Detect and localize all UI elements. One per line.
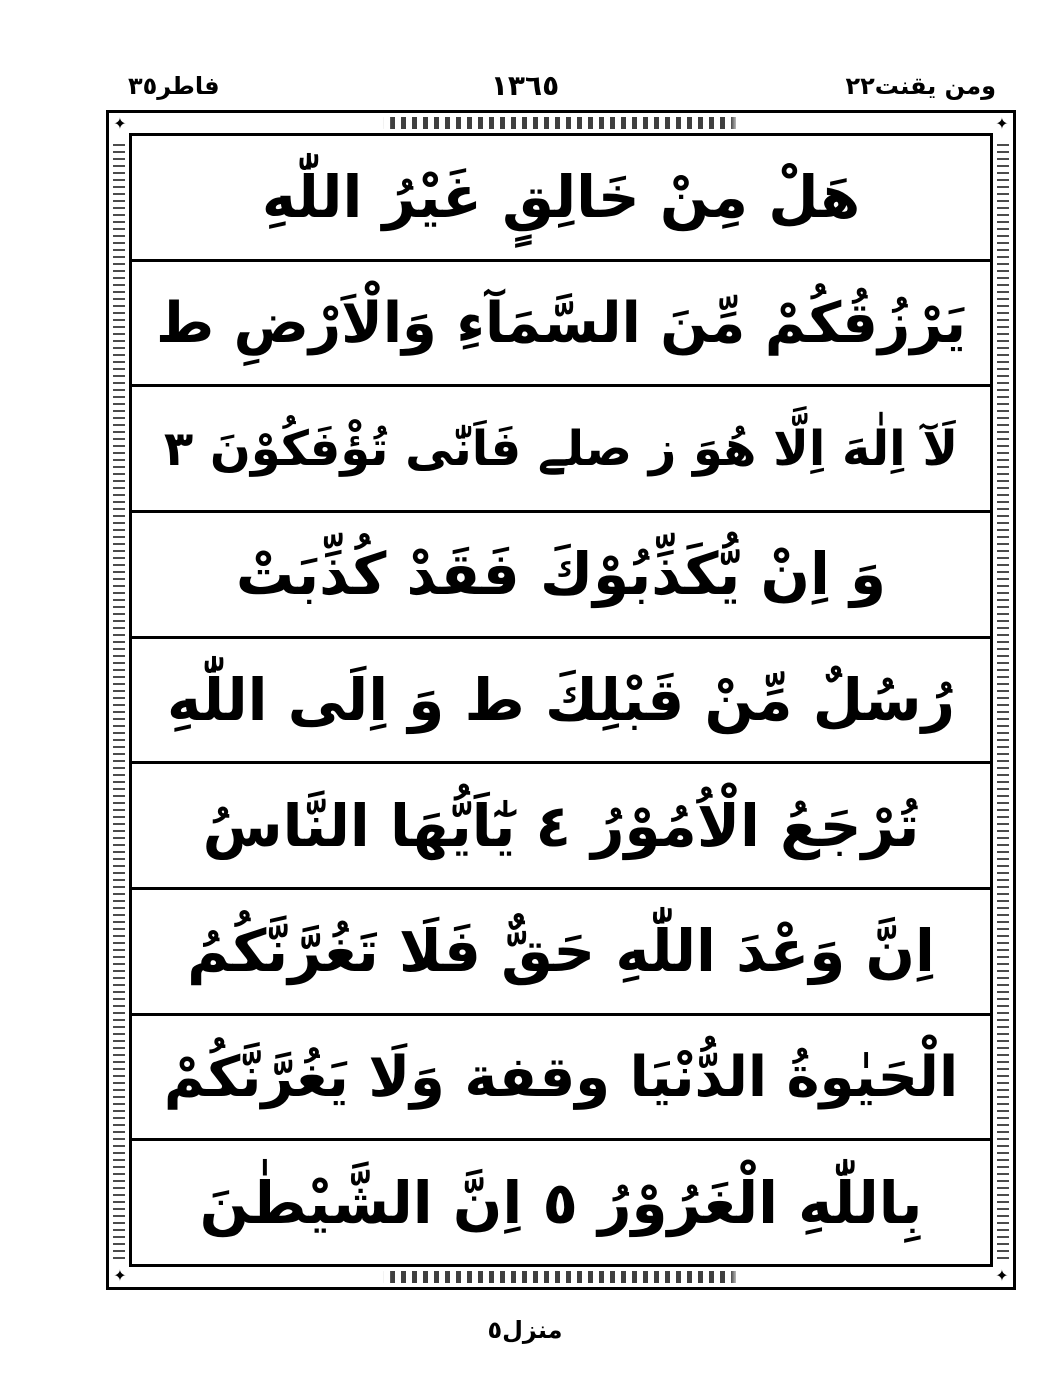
verse-line-text: اِنَّ وَعْدَ اللّٰهِ حَقٌّ فَلَا تَغُرَّنَّكُمُ <box>187 917 935 986</box>
verse-line <box>132 890 990 1016</box>
verse-line-text: وَ اِنْ يُّكَذِّبُوْكَ فَقَدْ كُذِّبَتْ <box>235 540 887 609</box>
verse-line-text: رُسُلٌ مِّنْ قَبْلِكَ ط وَ اِلَى اللّٰهِ <box>167 666 955 735</box>
ornament-border-bottom <box>137 1271 985 1283</box>
header-juz-label: ومن يقنت٢٢ <box>845 72 996 100</box>
verse-line <box>132 639 990 765</box>
footer-manzil-label: منزل٥ <box>487 1316 563 1344</box>
verse-line-text: تُرْجَعُ الْاُمُوْرُ ٤ يٰٓاَيُّهَا النَّاسُ <box>202 791 920 860</box>
verse-line-text: يَرْزُقُكُمْ مِّنَ السَّمَآءِ وَالْاَرْضِ ط <box>155 290 967 356</box>
corner-ornament-icon: ✦ <box>995 1266 1009 1285</box>
verse-line <box>132 262 990 388</box>
ornament-border-top <box>137 117 985 129</box>
verse-line-text: بِاللّٰهِ الْغَرُوْرُ ٥ اِنَّ الشَّيْطٰنَ <box>199 1168 923 1237</box>
verse-line-text: هَلْ مِنْ خَالِقٍ غَيْرُ اللّٰهِ <box>261 163 861 232</box>
corner-ornament-icon: ✦ <box>113 1266 127 1285</box>
verse-line <box>132 387 990 513</box>
page-number: ١٣٦٥ <box>490 69 560 102</box>
verse-lines <box>132 136 990 1264</box>
ornament-border-left <box>113 141 125 1259</box>
verse-line <box>132 764 990 890</box>
verse-line <box>132 513 990 639</box>
corner-ornament-icon: ✦ <box>113 114 127 133</box>
verse-line <box>132 1016 990 1142</box>
verse-line-text: الْحَيٰوةُ الدُّنْيَا وقفة وَلَا يَغُرَّنَّكُمْ <box>163 1044 959 1110</box>
verse-line <box>132 1141 990 1264</box>
verse-line <box>132 136 990 262</box>
ornament-border-right <box>997 141 1009 1259</box>
page-frame <box>106 110 1016 1290</box>
header-surah-label: فاطر٣٥ <box>128 72 220 100</box>
verse-line-text: لَآ اِلٰهَ اِلَّا هُوَ ز صلے فَاَنّٰى تُؤْفَكُوْنَ ٣ <box>163 420 959 477</box>
corner-ornament-icon: ✦ <box>995 114 1009 133</box>
